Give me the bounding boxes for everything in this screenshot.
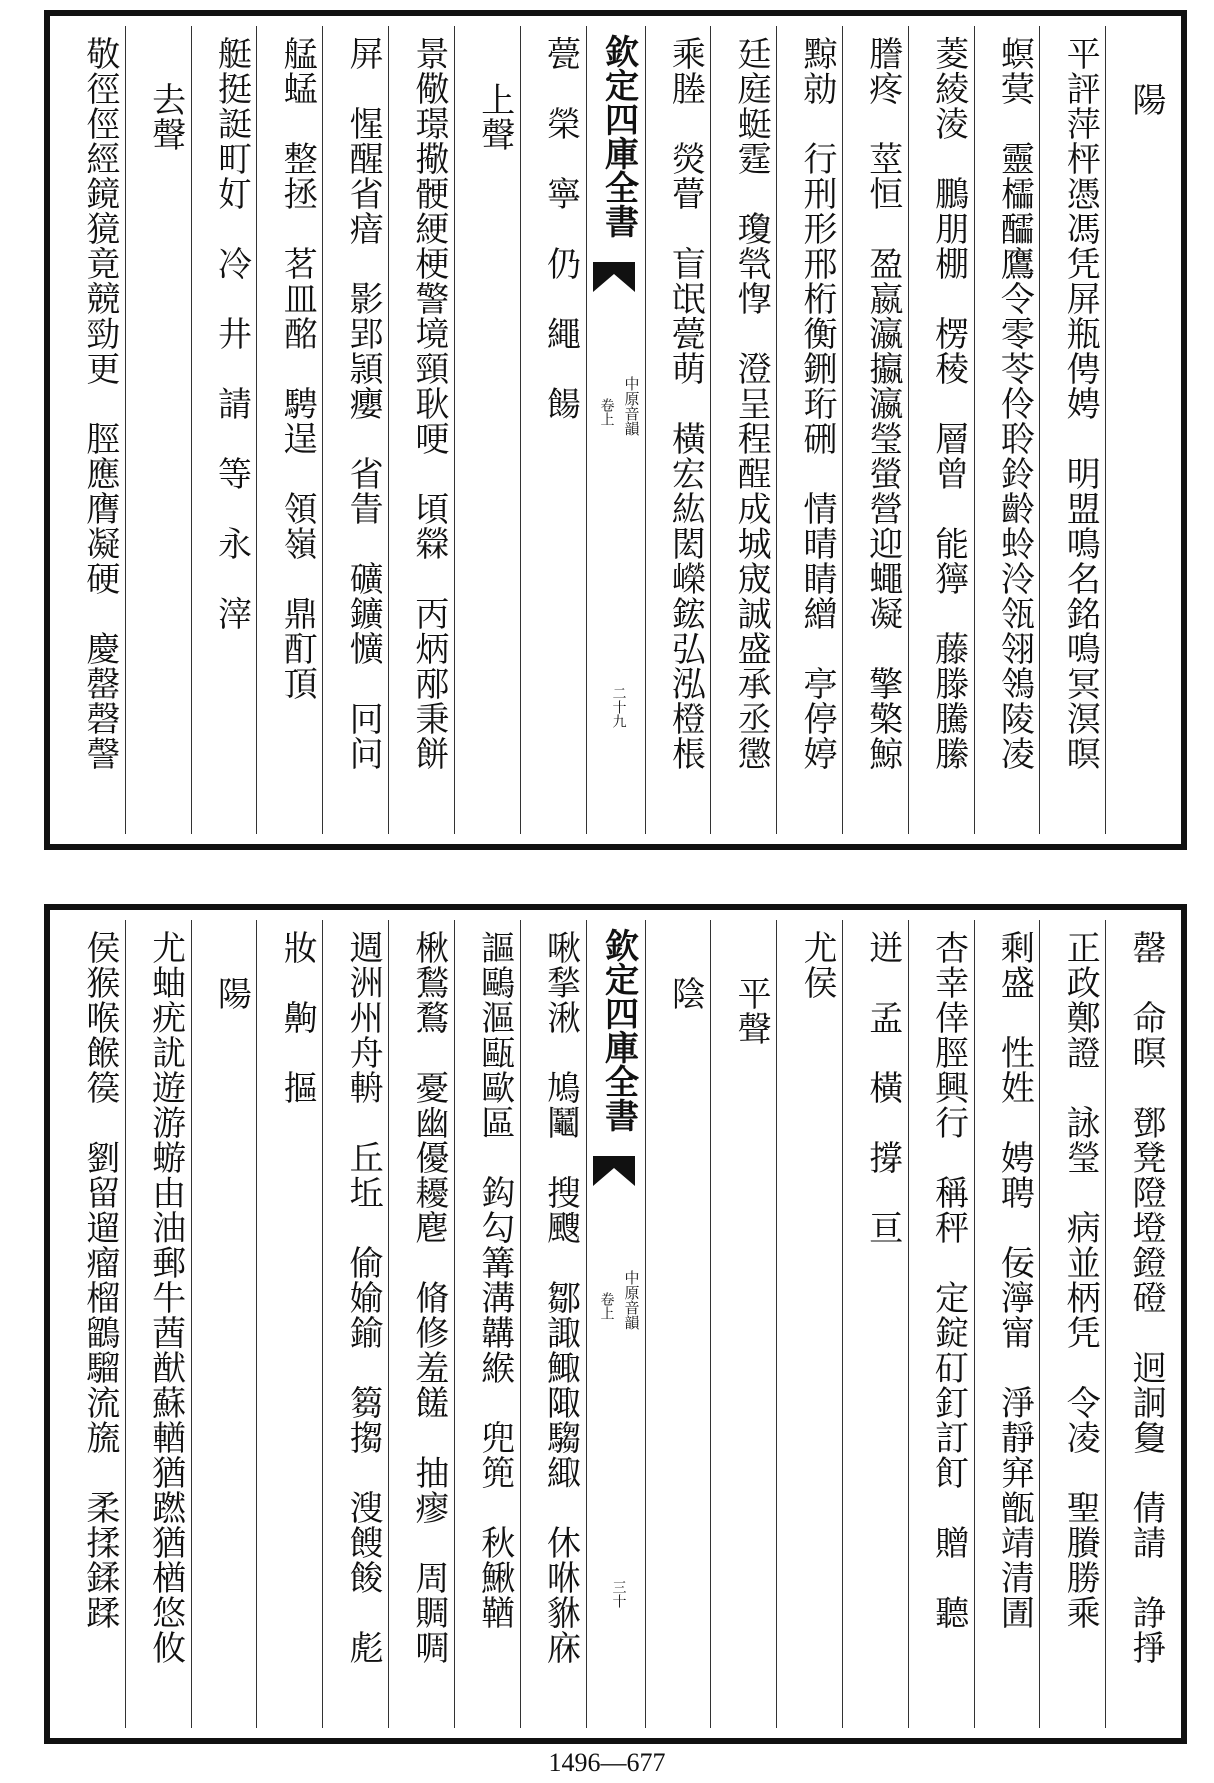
column-text: 去聲 — [145, 82, 186, 152]
column-text: 週洲州舟輈 丘坵 偷媮鍮 篘搊 溲餿餕 彪 — [343, 930, 384, 1665]
text-column — [125, 26, 191, 834]
column-text: 侯猴喉餱篌 劉留遛瘤榴鶹騮流旒 柔揉鍒蹂 — [79, 930, 120, 1630]
column-text: 陽 — [1126, 82, 1166, 117]
volume-label: 卷上 — [598, 1292, 615, 1320]
folio-number: 二十九 — [610, 686, 627, 728]
work-title: 中原音韻 — [622, 376, 641, 436]
column-text: 上聲 — [474, 82, 515, 152]
center-fold — [586, 920, 645, 1728]
column-text: 黥勍 行刑形邢桁衡鉶珩硎 情晴睛繒 亭停婷 — [796, 36, 837, 771]
column-text: 甍 榮 寧 仍 繩 餳 — [540, 36, 581, 421]
text-column — [125, 920, 191, 1728]
column-text: 屏 惺醒省瘖 影郢頴癭 省眚 礦鑛懭 冋问 — [343, 36, 384, 771]
text-column — [645, 920, 711, 1728]
text-column — [454, 26, 520, 834]
column-text: 平聲 — [731, 976, 772, 1046]
book-title: 欽定四庫全書 — [598, 34, 639, 238]
fish-tail-mark-icon — [591, 260, 637, 294]
column-text: 陽 — [211, 976, 252, 1011]
text-column — [388, 920, 454, 1728]
column-text: 罄 命暝 鄧凳隥墱鐙磴 迥詗敻 倩請 諍掙 — [1126, 930, 1166, 1665]
column-text: 螟蓂 靈櫺醽鷹令零苓伶聆鈴齡蛉泠瓴翎鴒陵凌 — [994, 36, 1035, 771]
text-column — [842, 26, 908, 834]
page-label: 1496—677 — [548, 1748, 666, 1777]
text-column — [388, 26, 454, 834]
column-text: 艋蜢 整拯 茗皿酩 騁逞 領嶺 鼎酊頂 — [277, 36, 318, 701]
column-text: 啾揫湫 鳩鬮 搜颼 鄒諏鯫陬騶緅 休咻貅庥 — [540, 930, 581, 1665]
text-columns — [60, 920, 1171, 1728]
column-text: 菱綾淩 鵬朋棚 楞稜 層曾 能獰 藤滕騰縢 — [928, 36, 969, 771]
text-column — [645, 26, 711, 834]
column-text: 陰 — [665, 976, 706, 1011]
text-column — [1039, 920, 1105, 1728]
text-column — [1105, 26, 1171, 834]
text-column — [191, 920, 257, 1728]
text-column — [842, 920, 908, 1728]
book-title: 欽定四庫全書 — [598, 928, 639, 1132]
column-text: 正政鄭證 詠瑩 病並柄凭 令凌 聖賸勝乘 — [1060, 930, 1101, 1630]
text-column — [520, 26, 586, 834]
column-text: 景儆璟擏骾綆梗警境頸耿哽 頃檾 丙炳邴秉餅 — [408, 36, 449, 771]
text-column — [710, 920, 776, 1728]
text-column — [1105, 920, 1171, 1728]
text-column — [322, 26, 388, 834]
work-title: 中原音韻 — [622, 1270, 641, 1330]
column-text: 艇挺誔町奵 冷 井 請 等 永 滓 — [211, 36, 252, 631]
text-column — [256, 920, 322, 1728]
page-top — [44, 10, 1187, 850]
volume-label: 卷上 — [598, 398, 615, 426]
text-column — [908, 26, 974, 834]
column-text: 楸鶖鶩 憂幽優耰麀 脩修羞饈 抽瘳 周賙啁 — [408, 930, 449, 1665]
text-column — [520, 920, 586, 1728]
column-text: 廷庭蜓霆 瓊煢惸 澄呈程酲成城宬誠盛承丞懲 — [731, 36, 772, 771]
column-text: 剩盛 性姓 娉聘 佞濘甯 淨靜穽甑靖清圊 — [994, 930, 1035, 1630]
folio-number: 三十 — [610, 1580, 627, 1608]
text-columns — [60, 26, 1171, 834]
text-column — [256, 26, 322, 834]
column-text: 乘塍 熒瞢 盲氓甍萌 橫宏紘閎嶸鋐弘泓橙棖 — [665, 36, 706, 771]
fish-tail-mark-icon — [591, 1154, 637, 1188]
page-bottom — [44, 904, 1187, 1744]
text-column — [974, 920, 1040, 1728]
column-text: 杏幸倖脛興行 稱秤 定錠矴釘訂飣 贈 聽 — [928, 930, 969, 1630]
column-text: 尤蚰疣訧遊游蝣由油郵牛莤猷蘇輶猶蹨猶楢悠攸 — [145, 930, 186, 1665]
column-text: 敬徑俓經鏡獍竟競勁更 脛應膺凝硬 慶罄磬謦 — [79, 36, 120, 771]
text-column — [974, 26, 1040, 834]
column-text: 謄疼 莖恒 盈嬴瀛攍瀛瑩螢營迎蠅凝 擎檠鯨 — [862, 36, 903, 771]
column-text: 謳鷗漚甌歐區 鈎勾篝溝韝緱 兜篼 秋鰍鞧 — [474, 930, 515, 1630]
text-column — [322, 920, 388, 1728]
column-text: 平評萍枰憑馮凭屏瓶俜娉 明盟鳴名銘鳴冥溟暝 — [1060, 36, 1101, 771]
column-text: 妝 齁 摳 — [277, 930, 318, 1105]
text-column — [1039, 26, 1105, 834]
center-fold — [586, 26, 645, 834]
text-column — [191, 26, 257, 834]
text-column — [60, 26, 125, 834]
text-column — [60, 920, 125, 1728]
text-column — [776, 26, 842, 834]
column-text: 迸 孟 橫 撐 亘 — [862, 930, 903, 1245]
column-text: 尤侯 — [796, 930, 837, 1000]
text-column — [454, 920, 520, 1728]
text-column — [710, 26, 776, 834]
text-column — [908, 920, 974, 1728]
text-column — [776, 920, 842, 1728]
